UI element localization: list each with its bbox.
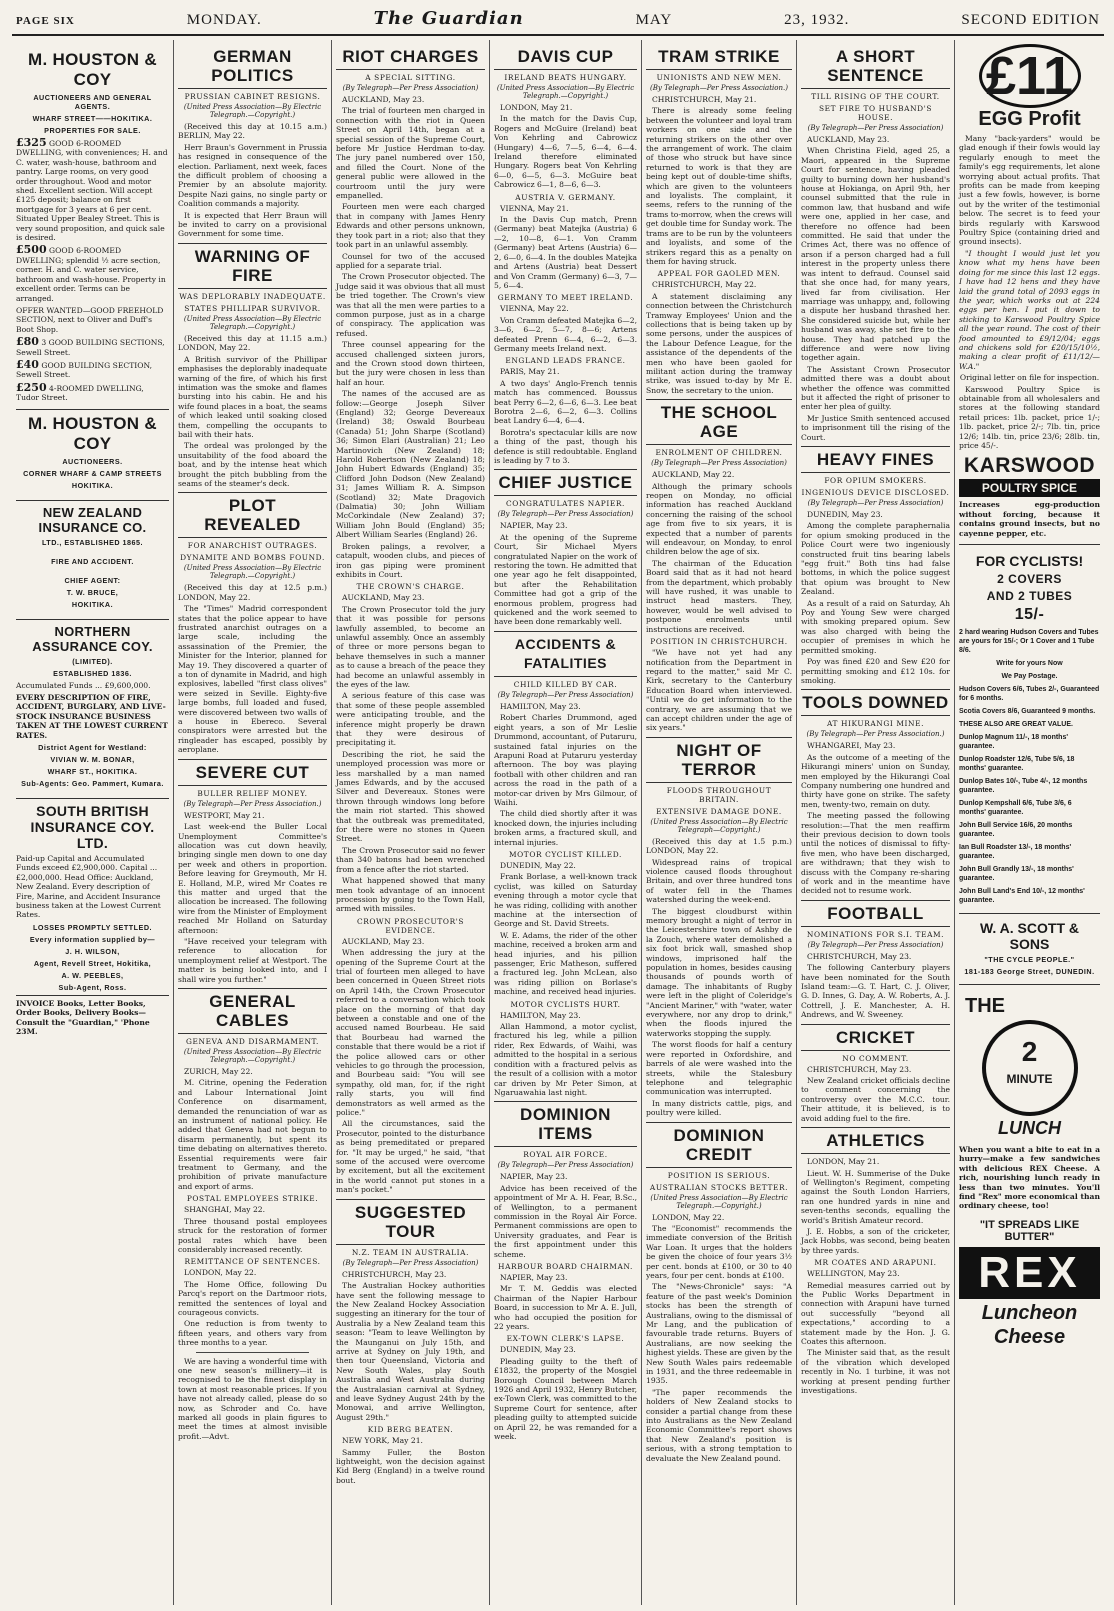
article-paragraph: New Zealand cricket officials decline to comment concerning the controversy over the M.C.C. tour. Their attitude, it is believed, is to avoid adding fuel to the fire. xyxy=(801,1076,950,1123)
article-paragraph: In the match for the Davis Cup, Rogers and McGuire (Ireland) beat Von Kehrling and Cabrowicz (Hungary) 4—6, 7—5, 6—4, 6—4. Ireland therefore eliminated Hungary. Rogers beat Von Kehrling 6—0, 6—5, 6—3. McGuire beat Cabrowicz 6—1, 8—6, 6—3. xyxy=(494,114,637,190)
article-paragraph: The names of the accused are as follow:—George Joseph Silver (England) 32; George Devereaux (Ireland) 38; Oswald Bourbeau (Canada) 51; John Sharpe (Scotland) 36; Simon Elari (Australian) 21; Leo Martinovich (New Zealand) 18; Harold Robertson (New Zealand) 18; John Hubert Edwards (England) 35; Clifford John Dodson (New Zealand) 31; James William R. A. Simpson (Scotland) 32; Mate Dragovich (Dalmatia) 30; John William McCorkindale (New Zealand) 37; William John Bould (England) 35; Albert William Searles (England) 26. xyxy=(336,389,485,540)
source-line: (By Telegraph—Per Press Association) xyxy=(342,84,479,92)
article-paragraph: AUCKLAND, May 22. xyxy=(652,470,735,480)
article-paragraph: Mr T. M. Geddis was elected Chairman of the Napier Harbour Board, in succession to Mr A. E. Jull, who had occupied the position for 22 years. xyxy=(494,1284,637,1331)
article-paragraph: J. E. Hobbs, a son of the cricketer, Jack Hobbs, was second, being beaten by three yards. xyxy=(801,1226,950,1255)
karswood-tagline: Increases egg-production without forcing, because it contains ground insects, but no cayenne pepper, etc. xyxy=(959,500,1100,538)
northern-assurance-agent: VIVIAN W. M. BONAR, xyxy=(50,755,135,764)
article-paragraph: Lieut. W. H. Summerise of the Duke of Wellington's Regiment, competing against the South London Harriers, ran one hundred yards in nine and seven-tenths seconds, equalling the world's British Amateur record. xyxy=(801,1168,950,1225)
headline-suggested-tour: SUGGESTED TOUR xyxy=(336,1199,485,1245)
subhead: CROWN PROSECUTOR'S EVIDENCE. xyxy=(356,916,465,935)
article-paragraph: In the Davis Cup match, Prenn (Germany) beat Matejka (Austria) 6—2, 10—8, 6—1. Von Cramm (Germany) beat Artens (Austria) 6—2, 6—0, 6—4. In the doubles Matejka and Artens (Austria) beat Dessert and Von Cramm (Germany) 6—3, 7—5, 6—4. xyxy=(494,215,637,290)
article-paragraph: HAMILTON, May 23. xyxy=(500,1010,581,1020)
rex-luncheon-cheese: Luncheon Cheese xyxy=(981,1301,1078,1348)
article-paragraph: A serious feature of this case was that some of these people assembled were anticipating trouble, and the inference might properly be drawn that they were desirous of precipitating it. xyxy=(336,691,485,748)
article-paragraph: Although the primary schools reopen on Monday, no official information has reached Auckland concerning the raising of the school age from five to six years, it is expected that a number of parents will endeavour, on Monday, to enrol children below the age of six. xyxy=(646,481,792,557)
source-line: (United Press Association—By Electric Telegraph.—Copyright.) xyxy=(183,1048,322,1064)
article-paragraph: The worst floods for half a century were reported in Oxfordshire, and barrels of ale were washed into the streets, while the Stalesbury telephone and telegraphic communication was interrupted. xyxy=(646,1040,792,1097)
subhead: FOR OPIUM SMOKERS. xyxy=(824,476,927,485)
column-2 xyxy=(174,40,332,1605)
invoice-books-notice: INVOICE Books, Letter Books, Order Books, Delivery Books—Consult the "Guardian," 'Phone 23M. xyxy=(16,995,169,1037)
page-number: PAGE SIX xyxy=(16,15,75,27)
article-paragraph: Herr Braun's Government in Prussia has resigned in consequence of the election. Parliament, next week, faces the difficult problem of choosing a Premier by an absolute majority. Despite Nazi gains, no single party or Coalition commands a majority. xyxy=(178,142,327,209)
subhead: ENGLAND LEADS FRANCE. xyxy=(505,356,626,366)
houston-ad-line: CORNER WHARF & CAMP STREETS xyxy=(23,468,162,478)
article-paragraph: In many districts cattle, pigs, and poultry were killed. xyxy=(646,1098,792,1118)
source-line: (United Press Association—By Electric Telegraph.—Copyright.) xyxy=(183,314,322,331)
article-paragraph: The Australian Hockey authorities have sent the following message to the New Zealand Hockey Association suggesting an itinerary for the tour of Australia by a New Zealand team this season: "Team to leave Wellington by the Maunganui on July 15th, and arrive at Sydney on July 19th, and then tour Queensland, Victoria and New South Wales, play South Australia and West Australia during the Australasian carnival at Sydney, and leave Sydney August 24th by the Monowai, and arrive Wellington, August 29th." xyxy=(336,1281,485,1422)
headline-dominion-credit: DOMINION CREDIT xyxy=(646,1122,792,1168)
article-paragraph: Remedial measures carried out by the Public Works Department in connection with Arapuni have turned out successfully "beyond all expectations," according to a statement made by the Hon. J. G. Coates this afternoon. xyxy=(801,1280,950,1346)
article-paragraph: "We have not yet had any notification from the Department in regard to the matter," said Mr C. Kirk, secretary to the Canterbury Education Board when interviewed. "Until we do get information to the contrary, we are assuming that we can accept children under the age of six years." xyxy=(646,648,792,733)
subhead: NO COMMENT. xyxy=(842,1053,909,1063)
article-paragraph: The chairman of the Education Board said that as it had not heard from the department, which probably will have rushed, it was unable to instruct head masters. They, however, would be well advised to postpone enrolments until instructions are received. xyxy=(646,558,792,634)
nz-insurance-line: LTD., ESTABLISHED 1865. xyxy=(41,537,144,547)
property-text: GOOD 6-ROOMED DWELLING; splendid ½ acre section, corner. H. and C. water service, bathroom and wash-house. Property in excellent order. Terms can be arranged. xyxy=(16,246,166,303)
south-british-line: Agent, Revell Street, Hokitika, xyxy=(33,958,152,968)
column-6 xyxy=(797,40,955,1605)
property-listing xyxy=(16,337,169,357)
headline-german-politics: GERMAN POLITICS xyxy=(178,44,327,89)
article-paragraph: M. Citrine, opening the Federation and Labour International Joint Conference on disarmament, demanded the renunciation of war as an instrument of national policy. He added that Geneva had not begun to disarm permanently, but spent its time debating on alternatives thereto. Essential requirements were fair treatment to Germany, and the prohibition of private manufacture and export of arms. xyxy=(178,1078,327,1191)
article-paragraph: All the circumstances, said the Prosecutor, pointed to the disturbance as being premeditated or prepared for. "It may be urged," he said, "that some of the accused were overcome by excitement, but all the excitement in the world cannot put stones in a man's pocket." xyxy=(336,1119,485,1195)
scott-sons-title: W. A. SCOTT & SONS xyxy=(959,913,1100,952)
column-adverts-right xyxy=(955,40,1104,1605)
source-line: (United Press Association—By Electric Telegraph.—Copyright.) xyxy=(183,103,322,119)
article-paragraph: The ordeal was prolonged by the unsuitability of the food aboard the boat, and by the intense heat which brought the pitch bubbling from the seams of the steamer's deck. xyxy=(178,441,327,488)
subhead: UNIONISTS AND NEW MEN. xyxy=(656,73,782,82)
article-paragraph: A statement disclaiming any connection between the Christchurch Tramway Employees' Union and the collections that is being taken up by some persons, under the auspices of the Labour Defence League, for the assistance of the dependents of the men who have been gaoled for militant action during the tramway strike, was issued to-day by Mr E. Snow, the secretary to the union. xyxy=(646,291,792,395)
subhead: DYNAMITE AND BOMBS FOUND. xyxy=(180,553,325,563)
article-paragraph: PARIS, May 21. xyxy=(500,367,560,377)
headline-tools-downed: TOOLS DOWNED xyxy=(801,689,950,716)
northern-assurance-agent: WHARF ST., HOKITIKA. xyxy=(47,767,138,776)
article-paragraph: Among the complete paraphernalia for opium smoking produced in the Police Court were two ingeniously constructed fruit tins bearing labels "egg fruit." Both tins had false bottoms, in which the police suggest that opium was brought to New Zealand. xyxy=(801,521,950,597)
northern-assurance-text: EVERY DESCRIPTION OF FIRE, ACCIDENT, BURGLARY, AND LIVE-STOCK INSURANCE BUSINESS TAKEN AT THE LOWEST CURRENT RATES. xyxy=(16,692,168,740)
property-price: £40 xyxy=(16,357,39,371)
article-paragraph: VIENNA, May 21. xyxy=(500,203,569,213)
article-paragraph: (Received this day at 12.5 p.m.) LONDON, May 22. xyxy=(178,583,327,602)
subhead: TILL RISING OF THE COURT. xyxy=(811,92,940,101)
column-advertisements xyxy=(12,40,174,1605)
subhead: AUSTRIA V. GERMANY. xyxy=(515,192,616,202)
property-price: £80 xyxy=(16,335,39,349)
cyclists-ad-line: Ian Bull Roadster 13/-, 18 months' guarantee. xyxy=(959,844,1072,861)
rex-slogan: "IT SPREADS LIKE BUTTER" xyxy=(979,1218,1080,1243)
article-paragraph: DUNEDIN, May 23. xyxy=(500,1345,576,1355)
headline-chief-justice: CHIEF JUSTICE xyxy=(494,469,637,496)
article-paragraph: CHRISTCHURCH, May 23. xyxy=(342,1269,447,1279)
article-paragraph: Broken palings, a revolver, a catapult, wooden clubs, and pieces of iron gas piping were prominent exhibits in Court. xyxy=(336,541,485,579)
rex-ad-the: THE xyxy=(965,995,1005,1018)
subhead: A SPECIAL SITTING. xyxy=(365,73,456,82)
headline-general-cables: GENERAL CABLES xyxy=(178,988,327,1034)
subhead: AUSTRALIAN STOCKS BETTER. xyxy=(649,1182,789,1192)
article-paragraph: WELLINGTON, May 23. xyxy=(807,1269,900,1279)
article-paragraph: Counsel for two of the accused applied for a separate trial. xyxy=(336,251,485,270)
source-line: (United Press Association—By Electric Telegraph.—Copyright.) xyxy=(650,1193,788,1210)
subhead: MOTOR CYCLISTS HURT. xyxy=(510,999,621,1009)
cyclists-ad-line: John Bull Land's End 10/-, 12 months' guarantee. xyxy=(959,888,1085,905)
article-paragraph: As a result of a raid on Saturday, Ah Poy and Young Sew were charged with smoking prepared opium. Sew was also charged with being the occupier of premises in which he permitted smoking. xyxy=(801,598,950,655)
subhead: N.Z. TEAM IN AUSTRALIA. xyxy=(351,1247,470,1257)
article-paragraph: "The paper recommends the holders of New Zealand stocks to consider a partial change from these into Australians as the New Zealand Economic Committee's report shows that New Zealand's position is serious, with a strong temptation to devaluate the New Zealand pound. xyxy=(646,1387,792,1463)
headline-warning-of-fire: WARNING OF FIRE xyxy=(178,243,327,289)
source-line: (United Press Association—By Electric Telegraph.—Copyright.) xyxy=(183,564,322,581)
article-paragraph: There is already some feeling between the volunteer and loyal tram workers on one side and the returning strikers on the other over the arrangement of work. The claim of those who struck but have since returned to work is that they are being kept out of double-time shifts, which are given to the volunteers and loyalists. The complaint, it seems, refers to the running of the trams to-morrow, when the crews will get double time for Sunday work. The trams are to be run by the volunteers and loyalists, and some of the strikers regard this as a penalty on them for having struck. xyxy=(646,106,793,266)
northern-assurance-title: NORTHERN ASSURANCE COY. xyxy=(16,619,169,654)
cyclists-ad-title: FOR CYCLISTS! xyxy=(959,544,1100,569)
article-paragraph: The child died shortly after it was knocked down, the injuries including broken arms, a fractured skull, and internal injuries. xyxy=(494,809,637,847)
column-4 xyxy=(490,40,642,1605)
cyclists-ad-line: Hudson Covers 6/6, Tubes 2/-, Guaranteed for 6 months. xyxy=(959,686,1100,703)
northern-assurance-agent: Sub-Agents: Geo. Pammert, Kumara. xyxy=(21,779,164,788)
property-listing xyxy=(16,380,169,403)
subhead: NOMINATIONS FOR S.I. TEAM. xyxy=(806,929,945,939)
article-paragraph: CHRISTCHURCH, May 23. xyxy=(807,1064,912,1074)
property-text: 4-ROOMED DWELLING, Tudor Street. xyxy=(16,383,144,403)
article-paragraph: Three thousand postal employees struck for the restoration of former postal rates which have been considerably increased recently. xyxy=(178,1216,327,1254)
headline-riot-charges: RIOT CHARGES xyxy=(336,44,485,70)
article-paragraph: Poy was fined £20 and Sew £20 for permitting smoking and £12 10s. for smoking. xyxy=(801,657,950,685)
subhead: MOTOR CYCLIST KILLED. xyxy=(508,849,623,859)
article-paragraph: LONDON, May 22. xyxy=(184,1268,257,1278)
headline-severe-cut: SEVERE CUT xyxy=(178,759,327,786)
nz-insurance-line: T. W. BRUCE, xyxy=(66,587,119,597)
article-paragraph: Pleading guilty to the theft of £1832, the property of the Mosgiel Borough Council between March 1926 and April 1932, Henry Butcher, ex-Town Clerk, was committed to the Supreme Court for sentence, after pleading guilty to attempted suicide on April 22, he was remanded for a week. xyxy=(494,1356,637,1442)
headline-school-age: THE SCHOOL AGE xyxy=(646,399,792,445)
subhead: BULLER RELIEF MONEY. xyxy=(197,788,308,798)
south-british-line: J. H. WILSON, xyxy=(65,946,120,956)
article-paragraph: The meeting passed the following resolution:—That the men reaffirm their previous decision to down tools until the notices of dismissal to fifty-five men, who have been discharged, are withdrawn; that they wish to discuss with the Company re-sharing of work and in the meantime have decided not to resume work. xyxy=(801,811,950,896)
article-paragraph: NAPIER, May 23. xyxy=(500,1272,568,1282)
masthead-edition: SECOND EDITION xyxy=(961,12,1100,28)
article-paragraph: WHANGAREI, May 23. xyxy=(807,741,896,751)
subhead: PRUSSIAN CABINET RESIGNS. xyxy=(184,92,321,101)
source-line: (By Telegraph—Per Press Association.) xyxy=(183,799,322,808)
article-paragraph: The Home Office, following Du Parcq's report on the Dartmoor riots, remitted the sentences of loyal and courageous convicts. xyxy=(178,1279,327,1317)
source-line: (By Telegraph—Per Press Association) xyxy=(497,1161,634,1170)
article-paragraph: Describing the riot, he said the unemployed procession was more or less marshalled by a man named James Edwards, and by the accused Silver and Devereaux. Stones were thrown through windows long before the main riot started. This showed that the outbreak was premeditated, for there were no stones in Queen Street. xyxy=(336,749,485,844)
subhead: APPEAL FOR GAOLED MEN. xyxy=(657,269,781,279)
source-line: (By Telegraph—Per Press Association) xyxy=(807,499,944,507)
cyclists-ad-line: THESE ALSO ARE GREAT VALUE. xyxy=(959,721,1073,729)
cyclists-ad-line: John Bull Grandly 13/-, 18 months' guarantee. xyxy=(959,866,1074,883)
article-paragraph: Allan Hammond, a motor cyclist, fractured his leg, while a pillion rider, Rex Edwards, of Waihi, was admitted to the hospital in a serious condition with a fractured pelvis as the result of a collision with a motor car driven by Mr Peter Simon, at Ngaruawahia last night. xyxy=(494,1022,637,1097)
subhead: WAS DEPLORABLY INADEQUATE. xyxy=(179,291,326,301)
egg-profit-title: EGG Profit xyxy=(978,108,1081,130)
rex-cheese-ad xyxy=(959,984,1100,1349)
article-paragraph: Last week-end the Buller Local Unemployment Committee's allocation was cut down heavily, bringing single men down to one day per week and others in proportion. Before leaving for Greymouth, Mr H. E. Holland, M.P., wired Mr Coates re this matter and urged that the allocation be increased. The following wire from the Minister of Employment reached Mr Holland on Saturday afternoon: xyxy=(178,822,327,935)
article-paragraph: Robert Charles Drummond, aged eight years, a son of Mr Leslie Drummond, accountant, of Putaruru, sustained fatal injuries on the Arapuni Road at Putaruru yesterday afternoon. The boy was playing football with other children and ran across the road in the path of a motor-car driven by Mrs Gilmour, of Waihi. xyxy=(494,713,637,807)
article-paragraph: Von Cramm defeated Matejka 6—2, 3—6, 6—2, 5—7, 8—6; Artens defeated Prenn 6—4, 6—2, 6—3. Germany meets Ireland next. xyxy=(494,315,637,353)
column-5 xyxy=(642,40,797,1605)
south-british-line: A. W. PEEBLES, xyxy=(61,970,124,980)
article-paragraph: (Received this day at 10.15 a.m.) BERLIN, May 22. xyxy=(178,122,327,141)
article-paragraph: Widespread rains of tropical violence caused floods throughout Britain, and over three hundred tons of water fell in the Thames watershed during the week-end. xyxy=(646,857,792,905)
subhead: REMITTANCE OF SENTENCES. xyxy=(184,1257,321,1267)
headline-cricket: CRICKET xyxy=(801,1024,950,1051)
article-paragraph: ZURICH, May 22. xyxy=(184,1067,253,1076)
source-line: (By Telegraph—Per Press Association) xyxy=(497,510,634,519)
article-paragraph: The biggest cloudburst within memory brought a night of terror in the Leicestershire town of Ashby de la Zouch, where water demolished a six foot brick wall, smashed shop windows, imprisoned half the population in homes, besides causing thousands of pounds worth of damage. The inhabitants of Rugby were left in the plight of Coleridge's "Ancient Mariner," with "water, water everywhere, nor any drop to drink," when the floods injured the waterworks stopping the supply. xyxy=(646,906,792,1038)
houston-ad-line: AUCTIONEERS AND GENERAL AGENTS. xyxy=(33,93,152,111)
south-british-line: Every information supplied by— xyxy=(29,934,156,944)
subhead: ROYAL AIR FORCE. xyxy=(523,1150,608,1160)
article-paragraph: Fourteen men were each charged that in company with James Henry Edwards and other persons unknown, they took part in a riot; also that they took part in an unlawful assembly. xyxy=(336,202,485,250)
article-paragraph: When Christina Field, aged 25, a Maori, appeared in the Supreme Court for sentence, having pleaded guilty to burning down her husband's house at Hokianga, on April 9th, her counsel submitted that the rule in common law, that husband and wife were one, applied in her case, and therefore no offence had been committed. He said that under the Crimes Act, there was no offence of arson if a person charged had a full interest in the property unless there was intent to defraud. Counsel said that she once had, for many years, lived far from civilisation. Her marriage was unhappy, and, following a dispute her husband thrashed her. She considered suicide but, while her husband was away, she set fire to the house. They had patched up the difference and were now living together again. xyxy=(801,146,950,363)
houston-ad-line: PROPERTIES FOR SALE. xyxy=(44,126,141,135)
property-listing xyxy=(16,138,169,242)
nz-insurance-title: NEW ZEALAND INSURANCE CO. xyxy=(16,500,169,535)
divider xyxy=(196,1352,309,1353)
article-paragraph: The Crown Prosecutor objected. The Judge said it was obvious that all must be tried together. The Crown's view was that all the men were parties to a common purpose, just as in a charge of conspiracy. The application was refused. xyxy=(336,272,485,338)
masthead xyxy=(12,8,1104,36)
article-paragraph: W. E. Adams, the rider of the other machine, received a broken arm and head injuries, and his pillion passenger, Eric Matheson, suffered a fractured leg. John McLean, also was riding pillion on Borlase's machine, and received head injuries. xyxy=(494,930,637,997)
cyclists-ad-line: Write for yours Now xyxy=(996,660,1063,668)
subhead: EXTENSIVE DAMAGE DONE. xyxy=(656,806,782,816)
subhead: POSITION IN CHRISTCHURCH. xyxy=(650,637,788,647)
south-british-title: SOUTH BRITISH INSURANCE COY. LTD. xyxy=(16,798,169,851)
article-paragraph: Frank Borlase, a well-known track cyclist, was killed on Saturday evening through a motor cycle that he was riding, colliding with another machine at the intersection of George and St. David Streets. xyxy=(494,872,637,929)
article-paragraph: LONDON, May 21. xyxy=(500,103,573,112)
subhead: GENEVA AND DISARMAMENT. xyxy=(186,1037,319,1046)
source-line: (By Telegraph—Per Press Association) xyxy=(497,690,634,699)
houston-ad-line: HOKITIKA. xyxy=(71,480,114,490)
subhead: CHILD KILLED BY CAR. xyxy=(513,679,618,689)
article-paragraph: When addressing the jury at the opening of the Supreme Court at the trial of fourteen men alleged to have been concerned in Queen Street riots on April 14th, the Crown Prosecutor referred to a conversation which took place on the morning of that day between a constable and one of the accused named Bourbeau. He said that Bourbeau had warned the constable that there would be a riot if the police allowed cars or other vehicles to go through the procession, and Bourbeau said: "You will see sympathy, old man, for, if the right rally starts, you will find demonstrators as well armed as the police." xyxy=(336,948,485,1118)
article-paragraph: DUNEDIN, May 22. xyxy=(500,860,576,870)
article-paragraph: AUCKLAND, May 23. xyxy=(342,95,425,104)
subhead: SET FIRE TO HUSBAND'S HOUSE. xyxy=(818,104,933,122)
testimonial-paragraph: "I thought I would just let you know what my hens have been doing for me since this last 12 eggs. I have had 12 hens and they have laid the grand total of 2093 eggs in the year, which works out at 224 eggs per hen. I put it down to sticking to Karswood Poultry Spice all the year round. The cost of their food amounted to £9/12/04; eggs and chickens sold for £20/15/10½, making a clear profit of £11/12/—W.A." xyxy=(959,248,1100,371)
headline-football: FOOTBALL xyxy=(801,900,950,927)
northern-assurance-line: ESTABLISHED 1836. xyxy=(53,668,132,678)
article-paragraph: "Have received your telegram with reference to allocation for unemployment relief at Westport. The matter is being looked into, and I shall wire you further." xyxy=(178,936,327,984)
article-paragraph: The Minister said that, as the result of the vibration which developed recently in No. 1 turbine, it was not working at present pending further investigations. xyxy=(801,1348,950,1396)
cyclists-ad-line: Dunlop Kempshall 6/6, Tube 3/6, 6 months' guarantee. xyxy=(959,800,1072,817)
headline-heavy-fines: HEAVY FINES xyxy=(801,446,950,473)
article-paragraph: One reduction is from twenty to fifteen years, and others vary from three months to a year. xyxy=(178,1319,327,1348)
source-line: (By Telegraph—Per Press Association) xyxy=(807,940,944,949)
northern-assurance-agent: District Agent for Westland: xyxy=(38,743,147,752)
subhead: KID BERG BEATEN. xyxy=(367,1425,454,1435)
egg-amount: £11 xyxy=(979,44,1081,108)
south-british-line: LOSSES PROMPTLY SETTLED. xyxy=(32,922,153,932)
south-british-line: Sub-Agent, Ross. xyxy=(58,982,127,992)
article-paragraph: Sammy Fuller, the Boston lightweight, won the decision against Kid Berg (England) in a twelve round bout. xyxy=(336,1447,485,1485)
ad-paragraph: Original letter on file for inspection. xyxy=(959,373,1100,383)
article-paragraph: The Crown Prosecutor said no fewer than 340 batons had been wrenched from a fence after the riot started. xyxy=(336,845,485,874)
property-text: GOOD BUILDING SECTION, Sewell Street. xyxy=(16,360,153,380)
cyclists-ad-line: We Pay Postage. xyxy=(1001,673,1058,681)
article-paragraph: WESTPORT, May 21. xyxy=(184,810,265,820)
article-paragraph: LONDON, May 21. xyxy=(807,1157,880,1167)
headline-dominion-items: DOMINION ITEMS xyxy=(494,1101,637,1147)
article-paragraph: CHRISTCHURCH, May 21. xyxy=(652,95,757,104)
subhead: GERMANY TO MEET IRELAND. xyxy=(497,293,634,303)
article-paragraph: AUCKLAND, May 23. xyxy=(342,936,425,946)
article-paragraph: The trial of fourteen men charged in connection with the riot in Queen Street on April 14th, began at a special session of the Supreme Court, before Mr Justice Herdman to-day. The jury panel numbered over 150, and filled the Court. None of the general public were allowed in the courtroom until the jury were empanelled. xyxy=(336,106,485,201)
subhead: POSITION IS SERIOUS. xyxy=(667,1170,771,1180)
article-paragraph: Borotra's spectacular kills are now a thing of the past, though his defence is still redoubtable. England is leading by 7 to 3. xyxy=(494,427,637,465)
subhead: ENROLMENT OF CHILDREN. xyxy=(655,448,783,458)
article-paragraph: (Received this day at 1.5 p.m.) LONDON, May 22. xyxy=(646,836,792,856)
subhead: AT HIKURANGI MINE. xyxy=(826,719,925,729)
source-line: (By Telegraph—Per Press Association.) xyxy=(806,730,945,739)
headline-davis-cup: DAVIS CUP xyxy=(494,44,637,70)
headline-night-of-terror: NIGHT OF TERROR xyxy=(646,737,792,783)
scott-sons-line: "THE CYCLE PEOPLE." xyxy=(984,955,1075,965)
article-paragraph: Advice has been received of the appointment of Mr A. H. Fear, B.Sc., of Wellington, to a permanent commission in the Royal Air Force. Permanent commissions are open to University graduates, and Fear is the first appointment under this scheme. xyxy=(494,1183,637,1259)
ad-paragraph: Many "back-yarders" would be glad enough if their fowls would lay regularly enough to meet the family's egg requirements, let alone worrying about actual profits. That profits can be made from keeping just a few fowls, however, is borne out by the writer of the testimonial below. The secret is to feed your birds regularly with Karswood Poultry Spice (containing dried and ground insects). xyxy=(959,134,1100,247)
article-paragraph: AUCKLAND, May 23. xyxy=(342,593,425,603)
article-paragraph: CHRISTCHURCH, May 22. xyxy=(652,280,757,290)
scott-sons-line: 181-183 George Street, DUNEDIN. xyxy=(964,967,1095,977)
property-listing xyxy=(16,245,169,302)
headline-short-sentence: A SHORT SENTENCE xyxy=(801,44,950,89)
property-price: £500 xyxy=(16,243,47,257)
subhead: INGENIOUS DEVICE DISCLOSED. xyxy=(801,488,950,497)
headline-plot-revealed: PLOT REVEALED xyxy=(178,492,327,538)
northern-assurance-line: (LIMITED). xyxy=(72,656,113,666)
cyclists-ad-line: 2 COVERS xyxy=(997,572,1062,587)
rex-lunch-title: LUNCH xyxy=(998,1118,1061,1139)
karswood-logo: KARSWOOD xyxy=(963,454,1096,478)
article-paragraph: What happened showed that many men took advantage of an innocent procession by going to the Town Hall, armed with missiles. xyxy=(336,876,485,914)
subhead: HARBOUR BOARD CHAIRMAN. xyxy=(498,1261,633,1271)
northern-assurance-funds: Accumulated Funds ... £9,600,000. xyxy=(16,680,151,690)
article-paragraph: The Crown Prosecutor told the jury that it was possible for persons lawfully assembled, to become an unlawful assembly. Once an assembly of three or more persons began to behave themselves in such a manner as to cause a breach of the peace they had become an unlawful assembly in the eyes of the law. xyxy=(336,604,485,689)
subhead: CONGRATULATES NAPIER. xyxy=(506,499,625,509)
newspaper-title: The Guardian xyxy=(373,8,524,29)
article-paragraph: A two days' Anglo-French tennis match has commenced. Boussus beat Perry 6—2, 6—6, 6—3. Lee beat Borotra 2—6, 6—2, 6—3. Collins beat Landry 6—4, 6—4. xyxy=(494,378,637,426)
nz-insurance-line: CHIEF AGENT: xyxy=(64,575,121,585)
article-paragraph: It is expected that Herr Braun will be invited to carry on a provisional Government for some time. xyxy=(178,210,327,239)
subhead: POSTAL EMPLOYEES STRIKE. xyxy=(186,1194,319,1204)
subhead: EX-TOWN CLERK'S LAPSE. xyxy=(506,1334,625,1344)
poultry-spice-banner: POULTRY SPICE xyxy=(959,479,1100,497)
article-paragraph: VIENNA, May 22. xyxy=(500,304,569,314)
cyclists-ad-line: 2 hard wearing Hudson Covers and Tubes are yours for 15/-; Or 1 Cover and 1 Tube 8/6. xyxy=(959,629,1099,655)
houston-ad-line: WHARF STREET——HOKITIKA. xyxy=(32,114,153,123)
property-text: 3 GOOD BUILDING SECTIONS, Sewell Street. xyxy=(16,338,165,357)
property-price: £325 xyxy=(16,136,47,149)
subhead: FOR ANARCHIST OUTRAGES. xyxy=(187,541,318,551)
clock-icon xyxy=(982,1020,1078,1116)
houston-ad-line: AUCTIONEERS. xyxy=(62,456,123,466)
column-3 xyxy=(332,40,490,1605)
nz-insurance-line: HOKITIKA. xyxy=(71,599,114,609)
masthead-month: MAY xyxy=(635,12,673,28)
article-paragraph: A British survivor of the Phillipar emphasises the deplorably inadequate warning of the fire, of which his first intimation was the smoke and flames bursting into his cabin. He and his wife found places in a boat, the seams of which leaked until soaking closed them, compelling the occupants to bail with their hats. xyxy=(178,354,327,439)
cyclists-ad-price: 15/- xyxy=(1014,606,1045,624)
source-line: (United Press Association—By Electric Telegraph.—Copyright.) xyxy=(496,84,635,100)
article-paragraph: HAMILTON, May 23. xyxy=(500,701,581,711)
clock-label: MINUTE xyxy=(1006,1072,1053,1087)
article-paragraph: Mr Justice Smith sentenced accused to imprisonment till the rising of the Court. xyxy=(801,413,950,442)
property-listing xyxy=(16,357,169,380)
source-line: (By Telegraph—Per Press Association) xyxy=(807,124,944,132)
subhead: FLOODS THROUGHOUT BRITAIN. xyxy=(666,785,772,804)
subhead: THE CROWN'S CHARGE. xyxy=(356,582,465,592)
cyclists-ad-line: Scotia Covers 8/6, Guaranteed 9 months. xyxy=(959,708,1096,716)
houston-ad-title: M. HOUSTON & COY xyxy=(28,50,157,89)
property-text: GOOD 6-ROOMED DWELLING, with conveniences; H. and C. water, wash-house, bathroom and pantry. Large rooms, on very good order throughout. Wood and motor shed. Excellent section. Will accept £125 deposit; balance on first mortgage for 3 years at 6 per cent. Situated Upper Bealey Street. This is very sound proposition, and quick sale is desired. xyxy=(16,139,168,243)
article-paragraph: At the opening of the Supreme Court, Sir Michael Myers congratulated Napier on the work of restoring the town. He admitted that one year ago he felt disappointed, but after the Rehabilitation Committee had got a grip of the enormous problem, progress had quickened and the work seemed to have been done remarkably well. xyxy=(494,532,637,627)
cyclists-ad-line: Dunlop Bates 10/-, Tube 4/-, 12 months guarantee. xyxy=(959,778,1088,795)
headline-athletics: ATHLETICS xyxy=(801,1127,950,1154)
source-line: (By Telegraph—Per Press Association) xyxy=(342,1258,479,1267)
article-paragraph: NAPIER, May 23. xyxy=(500,1172,568,1182)
rex-ad-paragraph: When you want a bite to eat in a hurry—make a few sandwiches with delicious REX Cheese. A rich, nourishing lunch ready in less than two minutes. You'll find "Rex" more economical than ordinary cheese, too! xyxy=(959,1145,1100,1211)
ad-paragraph: Karswood Poultry Spice is obtainable from all wholesalers and stores at the following standard retail prices: 1lb. packet, price 1/-; 1lb. packet, price 2/-; 7lb. tin, price 12/6; 14lb. tin, price 23/6; 28lb. tin, price 45/-. xyxy=(959,384,1100,450)
article-paragraph: The following Canterbury players have been nominated for the South Island team:—G. T. Hart, C. J. Oliver, G. D. Innes, G. Day, A. W. Roberts, A. J. Cottrell, J. E. Manchester, A. H. Andrews, and W. Sweeney. xyxy=(801,963,950,1020)
cyclists-ad-line: Dunlop Roadster 12/6, Tube 5/6, 18 months' guarantee. xyxy=(959,756,1075,773)
rex-logo: REX xyxy=(959,1247,1100,1299)
advertorial-paragraph: We are having a wonderful time with one new season's millinery—it is recognised to be the finest display in town at most reasonable prices. If you have not already called, please do so now, as Schroder and Co. have marked all goods in plain figures to meet the times at almost invisible profit.—Advt. xyxy=(178,1356,327,1441)
columns xyxy=(12,40,1104,1605)
cyclists-ad-line: John Bull Service 16/6, 20 months guarantee. xyxy=(959,822,1073,839)
article-paragraph: AUCKLAND, May 23. xyxy=(807,135,890,144)
article-paragraph: CHRISTCHURCH, May 23. xyxy=(807,951,912,961)
subhead: IRELAND BEATS HUNGARY. xyxy=(504,73,627,82)
nz-insurance-line: FIRE AND ACCIDENT. xyxy=(51,556,134,566)
article-paragraph: The "Times" Madrid correspondent states that the police appear to have frustrated anarchist outrages on a large scale, including the assassination of the Premier, the Minister for the Interior, planned for May 19. They discovered a quarter of a ton of dynamite in Madrid, and high explosives, labelled "first class olives" were seized in Seville. Eighty-five large bombs, full loaded and fused, were discovered between two walls of a house in Ebereco. Several conspirators were arrested but the ringleader has escaped, possibly by aeroplane. xyxy=(178,604,327,755)
south-british-text: Paid-up Capital and Accumulated Funds exceed £2,900,000. Capital ... £2,000,000. Head Office: Auckland, New Zealand. Every description of Fire, Marine, and Accident Insurance business taken at the Lowest Current Rates. xyxy=(16,854,161,920)
article-paragraph: SHANGHAI, May 22. xyxy=(184,1205,266,1215)
article-paragraph: NAPIER, May 23. xyxy=(500,521,568,531)
headline-tram-strike: TRAM STRIKE xyxy=(646,44,792,70)
cyclists-ad-line: Dunlop Magnum 11/-, 18 months' guarantee. xyxy=(959,734,1069,751)
article-paragraph: NEW YORK, May 21. xyxy=(342,1436,423,1446)
subhead: MR COATES AND ARAPUNI. xyxy=(814,1258,937,1268)
article-paragraph: (Received this day at 11.15 a.m.) LONDON, May 22. xyxy=(178,333,327,353)
article-paragraph: The Assistant Crown Prosecutor admitted there was a doubt about whether the offence was committed but it affected the right of prisoner to enter her plea of guilty. xyxy=(801,364,950,412)
houston-ad-title: M. HOUSTON & COY xyxy=(16,409,169,454)
source-line: (United Press Association—By Electric Telegraph—Copyright.) xyxy=(650,817,788,834)
property-listing: OFFER WANTED—GOOD FREEHOLD SECTION, next to Oliver and Duff's Boot Shop. xyxy=(16,305,164,334)
masthead-date: 23, 1932. xyxy=(784,12,850,28)
headline-accidents-fatalities: ACCIDENTS & FATALITIES xyxy=(494,631,637,677)
masthead-day: MONDAY. xyxy=(186,12,262,28)
article-paragraph: The "Economist" recommends the immediate conversion of the British War Loan. It urges that the holders be given the choice of four years 3½ per cent. bonds at £100, or 30 to 40 years, four per cent. bonds at £100. xyxy=(646,1223,792,1280)
article-paragraph: Three counsel appearing for the accused challenged sixteen jurors, and the Crown stood down thirteen, but the jury were chosen in less than half an hour. xyxy=(336,340,485,387)
article-paragraph: DUNEDIN, May 23. xyxy=(807,510,883,519)
source-line: (By Telegraph—Per Press Association) xyxy=(651,459,787,468)
subhead: STATES PHILLIPAR SURVIVOR. xyxy=(184,303,321,313)
clock-number: 2 xyxy=(1021,1036,1038,1068)
property-price: £250 xyxy=(16,380,47,394)
egg-profit-logo xyxy=(959,44,1100,108)
article-paragraph: LONDON, May 22. xyxy=(652,1212,725,1222)
cyclists-ad-line: AND 2 TUBES xyxy=(986,589,1073,604)
source-line: (By Telegraph—Per Press Association.) xyxy=(650,84,788,92)
article-paragraph: As the outcome of a meeting of the Hikurangi miners' union on Sunday, men employed by the Hikurangi Coal Company numbering one hundred and thirty have gone on strike. The safety men, twenty-two, remain on duty. xyxy=(801,752,950,809)
article-paragraph: The "News-Chronicle" says: "A feature of the past week's Dominion stocks has been the strength of Australians, owing to the dismissal of Mr Lang, and the publication of favourable trade returns. Buyers of Australians, are now seeking the highest yields. These are given by the New South Wales pairs redeemable in 1931, and the three redeemable in 1935. xyxy=(646,1282,792,1386)
